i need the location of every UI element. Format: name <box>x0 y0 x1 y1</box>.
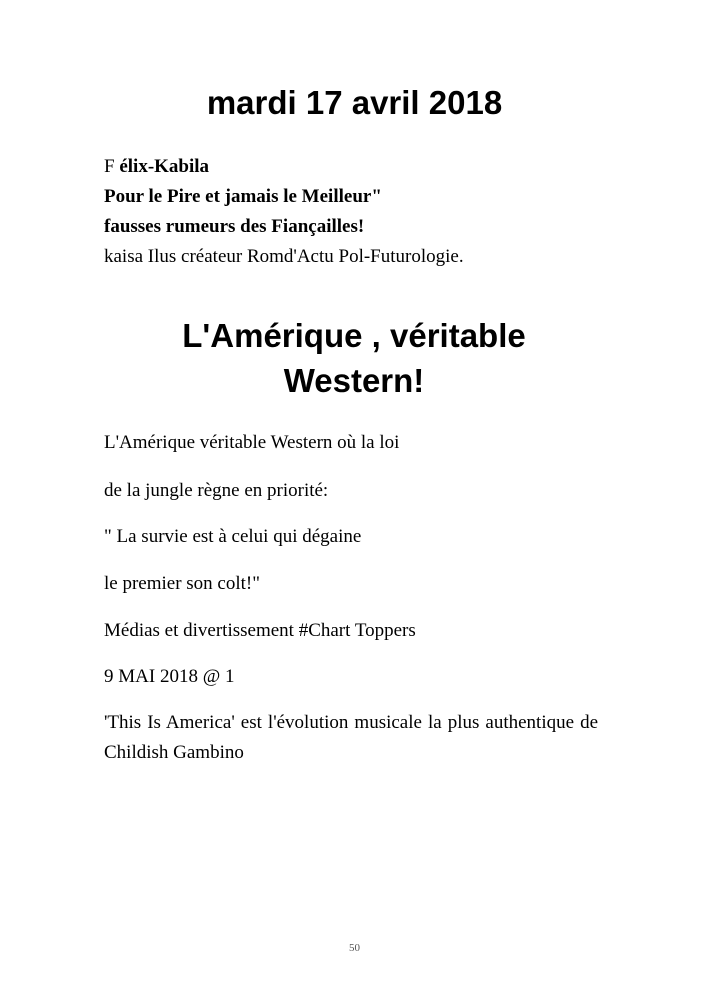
paragraph-5: Médias et divertissement #Chart Toppers <box>104 620 416 641</box>
intro-line-2: Pour le Pire et jamais le Meilleur" <box>104 186 382 207</box>
article-title-line-1: L'Amérique , véritable <box>182 317 526 354</box>
paragraph-6: 9 MAI 2018 @ 1 <box>104 666 235 687</box>
page-number: 50 <box>349 942 360 954</box>
author-line <box>104 152 604 182</box>
intro-line-4: kaisa Ilus créateur Romd'Actu Pol-Futurologie. <box>104 246 464 267</box>
paragraph-7: 'This Is America' est l'évolution musicale la plus authentique de Childish Gambino <box>104 712 598 763</box>
paragraph-3: " La survie est à celui qui dégaine <box>104 526 362 547</box>
article-title-line-2: Western! <box>283 362 425 399</box>
author-prefix: F <box>104 156 120 177</box>
author-name: élix-Kabila <box>119 156 210 177</box>
paragraph-2: de la jungle règne en priorité: <box>104 480 329 501</box>
article-title <box>104 313 604 403</box>
paragraph-1: L'Amérique véritable Western où la loi <box>104 432 400 453</box>
intro-line-3: fausses rumeurs des Fiançailles! <box>104 216 365 237</box>
paragraph-4: le premier son colt!" <box>104 573 261 594</box>
date-heading: mardi 17 avril 2018 <box>206 84 503 121</box>
intro-block <box>104 152 604 272</box>
